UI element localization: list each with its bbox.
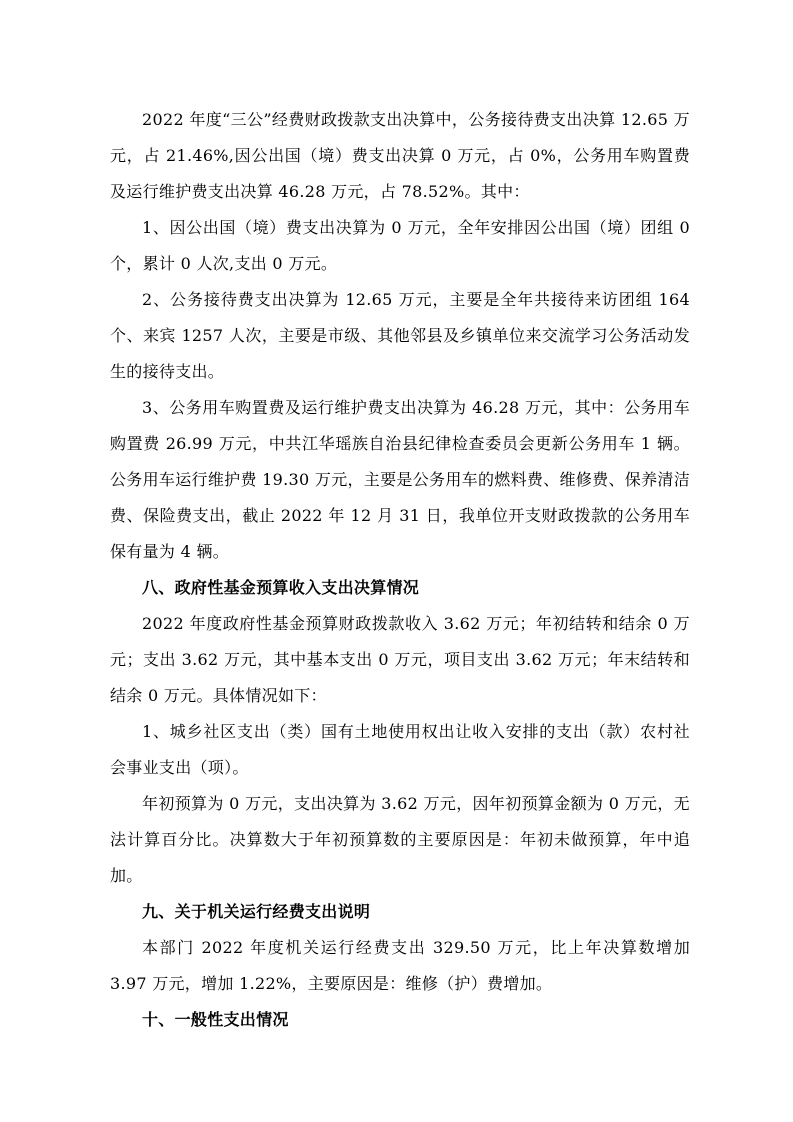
paragraph-overseas-travel: 1、因公出国（境）费支出决算为 0 万元，全年安排因公出国（境）团组 0 个，累计 0 人次,支出 0 万元。	[110, 218, 690, 273]
section-heading-government-fund: 八、政府性基金预算收入支出决算情况	[142, 578, 420, 597]
paragraph-official-vehicles: 3、公务用车购置费及运行维护费支出决算为 46.28 万元，其中：公务用车购置费 26.99 万元，中共江华瑶族自治县纪律检查委员会更新公务用车 1 辆。公务用车运行维护费 19.30 万元，主要是公务用车的燃料费、维修费、保养清洁费、保险费支出，截止 2022 年 12 月 31 日，我单位开支财政拨款的公务用车保有量为 4 辆。	[110, 398, 690, 561]
paragraph-three-public-summary: 2022 年度“三公”经费财政拨款支出决算中，公务接待费支出决算 12.65 万元，占 21.46%,因公出国（境）费支出决算 0 万元，占 0%，公务用车购置费及运行维护费支出决算 46.28 万元，占 78.52%。其中：	[110, 110, 690, 201]
section-heading-operating-expenses: 九、关于机关运行经费支出说明	[142, 902, 371, 921]
document-page	[110, 102, 690, 1038]
paragraph-reception: 2、公务接待费支出决算为 12.65 万元，主要是全年共接待来访团组 164 个、来宾 1257 人次，主要是市级、其他邻县及乡镇单位来交流学习公务活动发生的接待支出。	[110, 290, 690, 381]
paragraph-operating-expenses: 本部门 2022 年度机关运行经费支出 329.50 万元，比上年决算数增加 3.97 万元，增加 1.22%，主要原因是：维修（护）费增加。	[110, 938, 690, 993]
paragraph-government-fund-summary: 2022 年度政府性基金预算财政拨款收入 3.62 万元；年初结转和结余 0 万元；支出 3.62 万元，其中基本支出 0 万元，项目支出 3.62 万元；年末结转和结余 0 万元。具体情况如下：	[110, 614, 690, 705]
paragraph-government-fund-budget: 年初预算为 0 万元，支出决算为 3.62 万元，因年初预算金额为 0 万元，无法计算百分比。决算数大于年初预算数的主要原因是：年初未做预算，年中追加。	[110, 794, 690, 885]
paragraph-government-fund-item: 1、城乡社区支出（类）国有土地使用权出让收入安排的支出（款）农村社会事业支出（项）。	[110, 722, 690, 777]
section-heading-general-expenditure: 十、一般性支出情况	[142, 1010, 289, 1029]
